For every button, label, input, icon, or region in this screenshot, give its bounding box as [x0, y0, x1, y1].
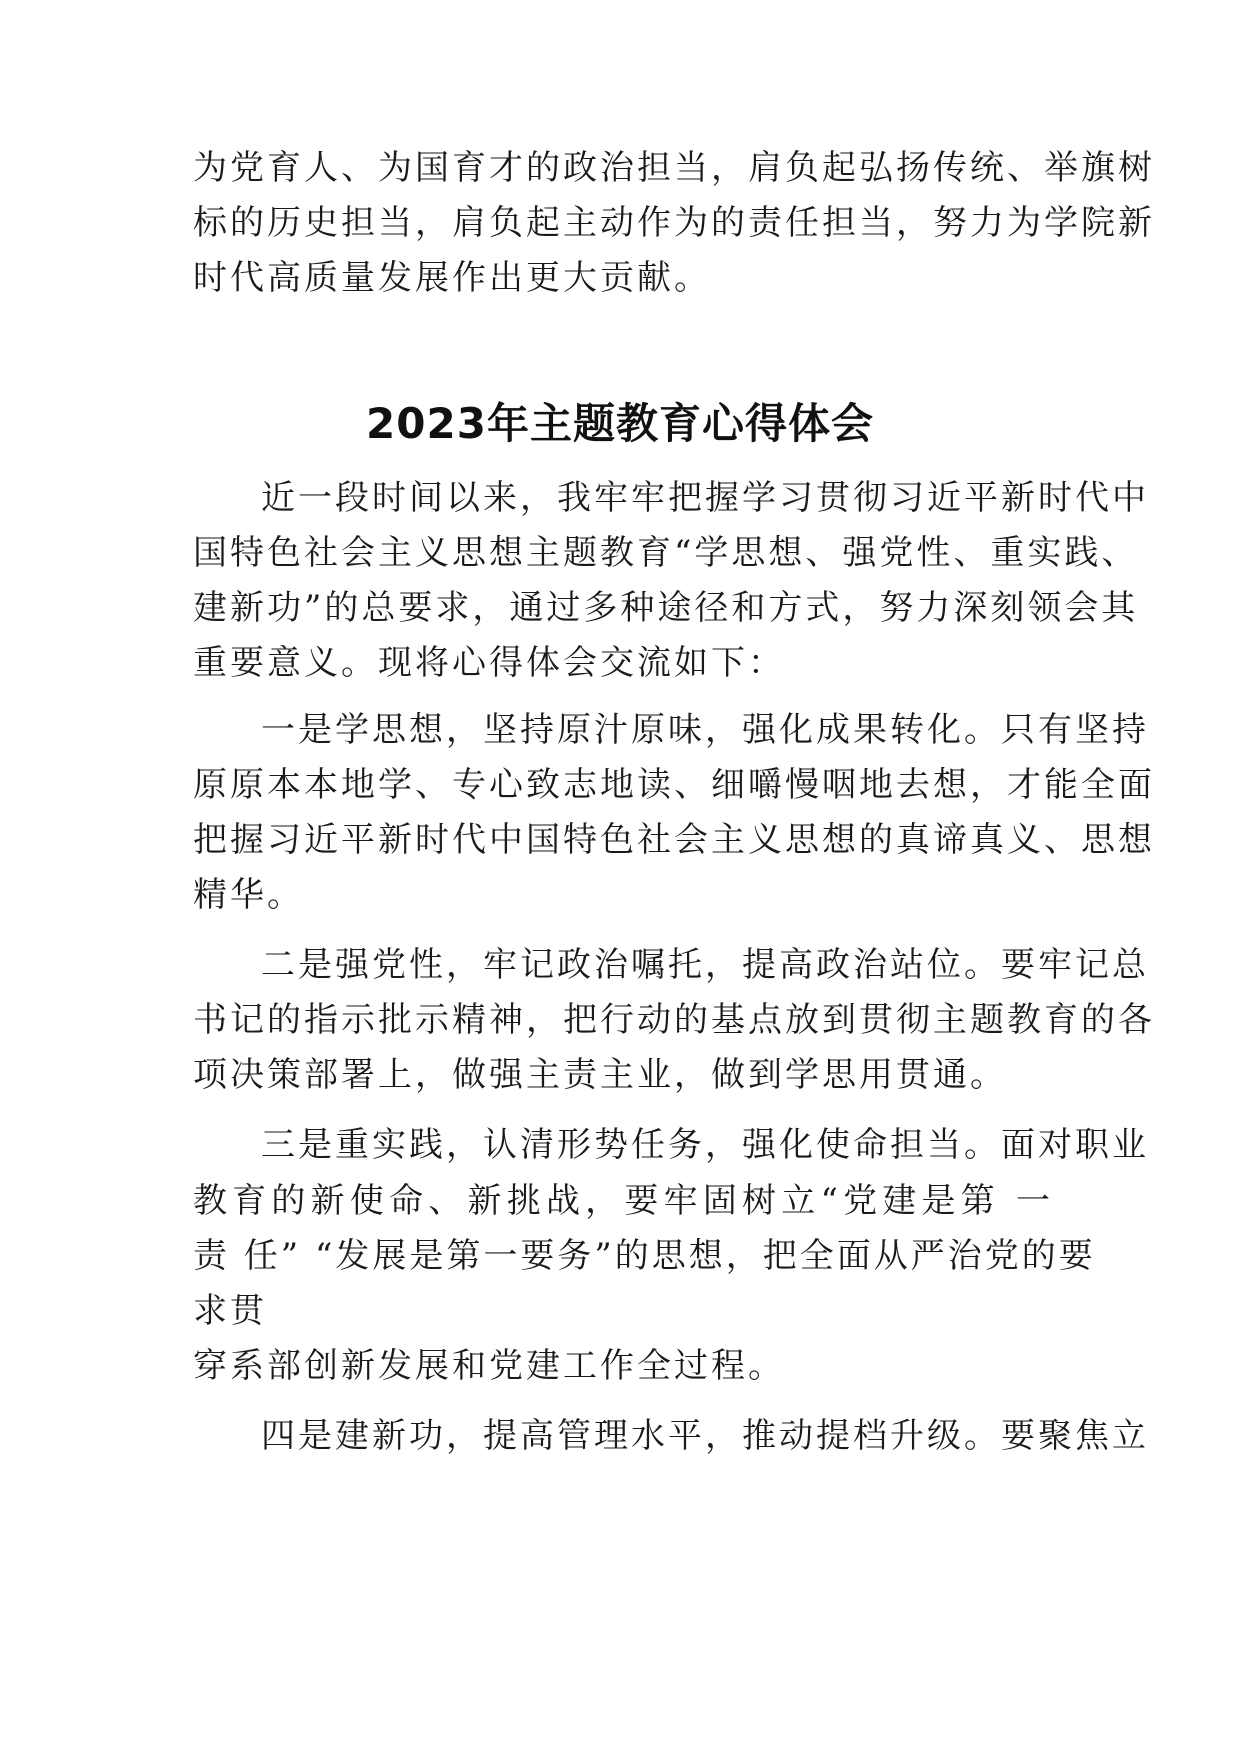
- paragraph-line: 二是强党性，牢记政治嘱托，提高政治站位。要牢记总: [261, 945, 1149, 985]
- paragraph-line: 原原本本地学、专心致志地读、细嚼慢咽地去想，才能全面: [193, 765, 1155, 805]
- paragraph-line: 穿系部创新发展和党建工作全过程。: [193, 1346, 785, 1386]
- paragraph-line: 项决策部署上，做强主责主业，做到学思用贯通。: [193, 1055, 1007, 1095]
- paragraph-line: 责 任” “发展是第一要务”的思想，把全面从严治党的要: [193, 1236, 1096, 1276]
- paragraph-line: 书记的指示批示精神，把行动的基点放到贯彻主题教育的各: [193, 1000, 1155, 1040]
- paragraph-line: 把握习近平新时代中国特色社会主义思想的真谛真义、思想: [193, 820, 1155, 860]
- document-title: 2023年主题教育心得体会: [366, 399, 874, 448]
- paragraph-line: 教育的新使命、新挑战，要牢固树立“党建是第 一: [193, 1181, 1053, 1221]
- paragraph-line: 时代高质量发展作出更大贡献。: [193, 258, 711, 298]
- paragraph-line: 国特色社会主义思想主题教育“学思想、强党性、重实践、: [193, 533, 1139, 573]
- paragraph-line: 求贯: [193, 1291, 267, 1331]
- paragraph-line: 近一段时间以来，我牢牢把握学习贯彻习近平新时代中: [261, 478, 1149, 518]
- paragraph-line: 精华。: [193, 875, 304, 915]
- paragraph-line: 重要意义。现将心得体会交流如下：: [193, 643, 785, 683]
- paragraph-line: 为党育人、为国育才的政治担当，肩负起弘扬传统、举旗树: [193, 148, 1155, 188]
- paragraph-line: 标的历史担当，肩负起主动作为的责任担当，努力为学院新: [193, 203, 1155, 243]
- paragraph-line: 四是建新功，提高管理水平，推动提档升级。要聚焦立: [261, 1416, 1149, 1456]
- paragraph-line: 三是重实践，认清形势任务，强化使命担当。面对职业: [261, 1125, 1149, 1165]
- paragraph-line: 建新功”的总要求，通过多种途径和方式，努力深刻领会其: [193, 588, 1139, 628]
- paragraph-line: 一是学思想，坚持原汁原味，强化成果转化。只有坚持: [261, 710, 1149, 750]
